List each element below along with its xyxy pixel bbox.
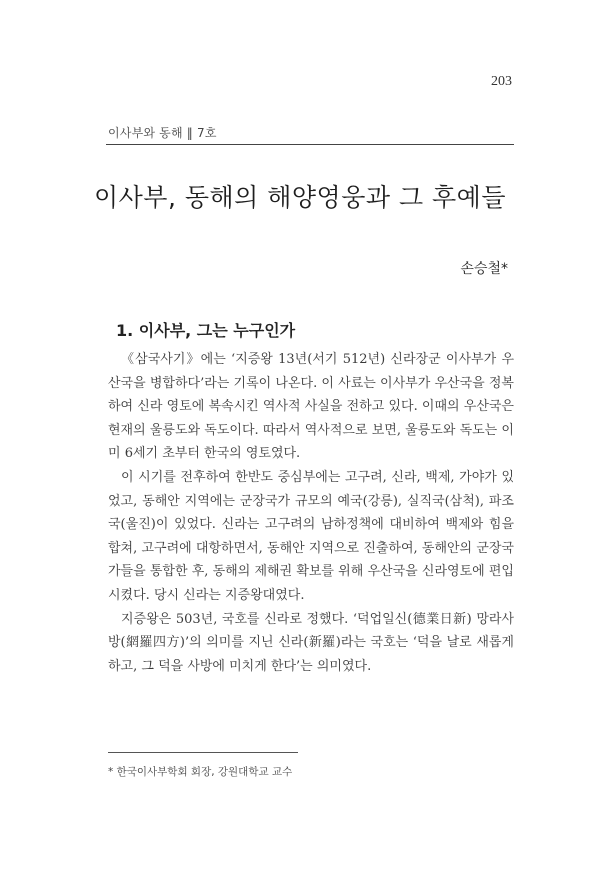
- header-divider: [106, 144, 514, 145]
- paragraph-2: 이 시기를 전후하여 한반도 중심부에는 고구려, 신라, 백제, 가야가 있었고, 동해안 지역에는 군장국가 규모의 예국(강릉), 실직국(삼척), 파조국(울진)이 있었다. 신라는 고구려의 남하정책에 대비하여 백제와 힘을 합쳐, 고구려에 대항하면서, 동해안 지역으로 진출하여, 동해안의 군장국가들을 통합한 후, 동해의 제해권 확보를 위해 우산국을 신라영토에 편입시켰다. 당시 신라는 지증왕대였다.: [108, 469, 514, 603]
- page-number: 203: [491, 74, 512, 89]
- body-text: [108, 348, 514, 678]
- section-heading: 1. 이사부, 그는 누구인가: [116, 321, 296, 340]
- article-title: 이사부, 동해의 해양영웅과 그 후예들: [94, 183, 506, 212]
- running-header: 이사부와 동해 ‖ 7호: [108, 126, 217, 140]
- footnote-divider: [108, 752, 298, 753]
- paragraph-1: 《삼국사기》에는 ‘지증왕 13년(서기 512년) 신라장군 이사부가 우산국을 병합하다’라는 기록이 나온다. 이 사료는 이사부가 우산국을 정복하여 신라 영토에 복속시킨 역사적 사실을 전하고 있다. 이때의 우산국은 현재의 울릉도와 독도이다. 따라서 역사적으로 보면, 울릉도와 독도는 이미 6세기 초부터 한국의 영토였다.: [108, 352, 514, 462]
- author-name: 손승철*: [460, 261, 508, 277]
- paragraph-3: 지증왕은 503년, 국호를 신라로 정했다. ‘덕업일신(德業日新) 망라사방(網羅四方)’의 의미를 지닌 신라(新羅)라는 국호는 ‘덕을 날로 새롭게 하고, 그 덕을 사방에 미치게 한다’는 의미였다.: [108, 611, 514, 674]
- footnote: * 한국이사부학회 회장, 강원대학교 교수: [108, 766, 293, 778]
